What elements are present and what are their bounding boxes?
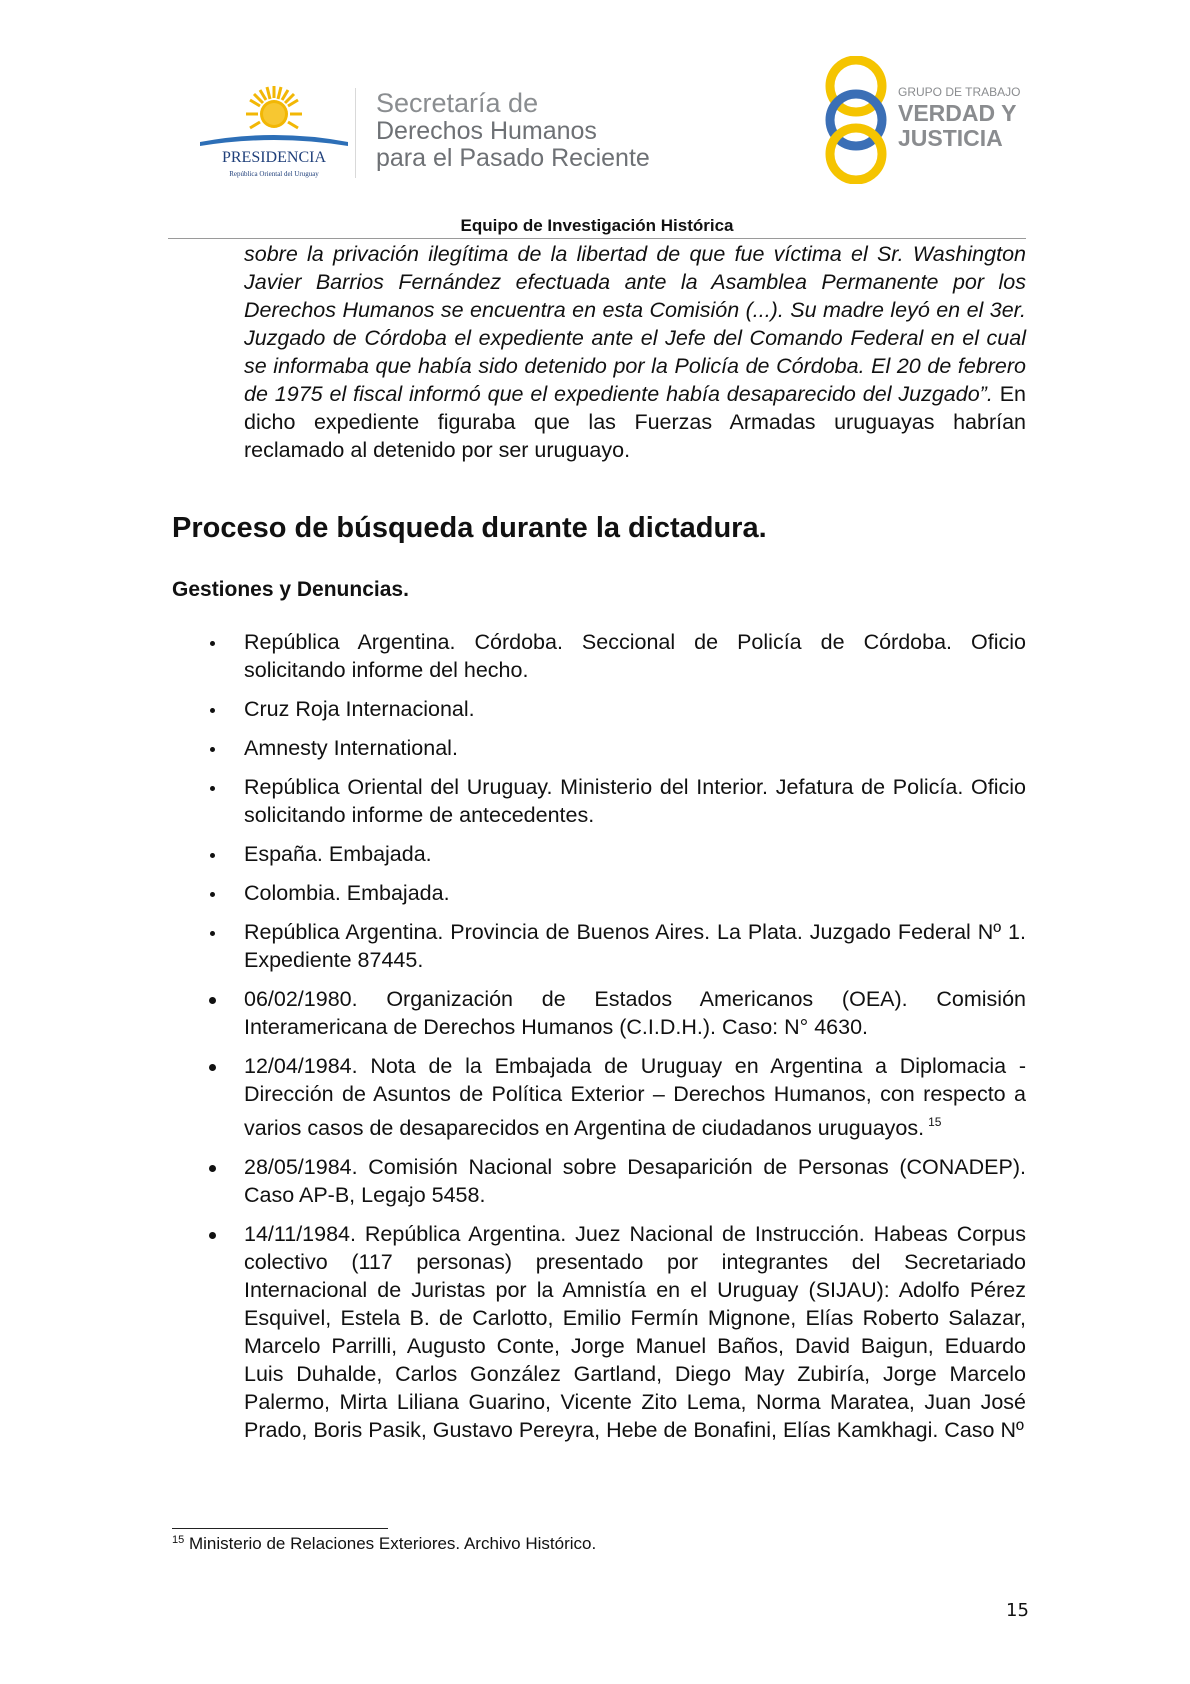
subsection-title: Gestiones y Denuncias. <box>172 578 409 601</box>
list-item-text: 14/11/1984. República Argentina. Juez Nacional de Instrucción. Habeas Corpus colectivo (117 personas) presentado por integrantes del Secretariado Internacional de Juristas por la Amnistía en el Uruguay (SIJAU): Adolfo Pérez Esquivel, Estela B. de Carlotto, Emilio Fermín Mignone, Elías Roberto Salazar, Marcelo Parrilli, Augusto Conte, Jorge Manuel Baños, David Baigun, Eduardo Luis Duhalde, Carlos González Gartland, Diego May Zubiría, Jorge Marcelo Palermo, Mirta Liliana Guarino, Vicente Zito Lema, Norma Maratea, Juan José Prado, Boris Pasik, Gustavo Pereyra, Hebe de Bonafini, Elías Kamkhagi. Caso Nº <box>244 1222 1026 1442</box>
list-item <box>244 985 1026 1041</box>
secretaria-title-line-3: para el Pasado Reciente <box>376 144 650 172</box>
gtvj-logo-line-3: JUSTICIA <box>898 125 1003 151</box>
page-number: 15 <box>1006 1600 1029 1621</box>
list-item-text: República Argentina. Provincia de Buenos Aires. La Plata. Juzgado Federal Nº 1. Expediente 87445. <box>244 920 1026 972</box>
list-item-text: 06/02/1980. Organización de Estados Americanos (OEA). Comisión Interamericana de Derechos Humanos (C.I.D.H.). Caso: N° 4630. <box>244 987 1026 1039</box>
list-item <box>244 773 1026 829</box>
presidencia-logo <box>196 84 356 184</box>
secretaria-title <box>376 88 756 172</box>
list-item-text: España. Embajada. <box>244 842 432 866</box>
secretaria-title-line-2: Derechos Humanos <box>376 117 597 145</box>
presidencia-logo-subtext: República Oriental del Uruguay <box>229 170 319 178</box>
gtvj-logo-line-2: VERDAD Y <box>898 100 1017 126</box>
footnote <box>172 1534 596 1554</box>
list-item-text: República Oriental del Uruguay. Ministerio del Interior. Jefatura de Policía. Oficio solicitando informe de antecedentes. <box>244 775 1026 827</box>
logo-divider <box>355 88 356 178</box>
list-item <box>244 1220 1026 1444</box>
list-item <box>244 695 1026 723</box>
sun-emblem-icon <box>196 84 356 184</box>
list-item <box>244 734 1026 762</box>
list-item-text: Amnesty International. <box>244 736 458 760</box>
intro-quote: sobre la privación ilegítima de la libertad de que fue víctima el Sr. Washington Javier Barrios Fernández efectuada ante la Asamblea Permanente por los Derechos Humanos se encuentra en esta Comisión (...). Su madre leyó en el 3er. Juzgado de Córdoba el expediente ante el Jefe del Comando Federal en el cual se informaba que había sido detenido por la Policía de Córdoba. El 20 de febrero de 1975 el fiscal informó que el expediente había desaparecido del Juzgado”. <box>244 242 1026 406</box>
gestiones-list <box>244 628 1026 1455</box>
list-item-text: República Argentina. Córdoba. Seccional de Policía de Córdoba. Oficio solicitando informe del hecho. <box>244 630 1026 682</box>
presidencia-logo-text: PRESIDENCIA <box>221 149 327 166</box>
list-item <box>244 628 1026 684</box>
list-item-text: Cruz Roja Internacional. <box>244 697 475 721</box>
header-rule <box>168 238 1026 239</box>
list-item <box>244 879 1026 907</box>
footnote-number: 15 <box>172 1534 185 1546</box>
intro-continuation: En dicho expediente figuraba que las Fuerzas Armadas uruguayas habrían reclamado al detenido por ser uruguayo. <box>244 382 1026 462</box>
secretaria-title-line-1: Secretaría de <box>376 88 539 118</box>
interlocking-rings-icon <box>818 56 1038 184</box>
list-item-text: 28/05/1984. Comisión Nacional sobre Desaparición de Personas (CONADEP). Caso AP-B, Legajo 5458. <box>244 1155 1026 1207</box>
section-title: Proceso de búsqueda durante la dictadura. <box>172 512 767 544</box>
footnote-reference[interactable]: 15 <box>928 1115 942 1129</box>
verdad-justicia-logo <box>818 56 1038 184</box>
header-caption: Equipo de Investigación Histórica <box>460 216 734 235</box>
footnote-rule <box>172 1528 388 1529</box>
intro-paragraph <box>244 240 1026 464</box>
list-item-text: Colombia. Embajada. <box>244 881 450 905</box>
list-item-text: 12/04/1984. Nota de la Embajada de Uruguay en Argentina a Diplomacia - Dirección de Asuntos de Política Exterior – Derechos Humanos, con respecto a varios casos de desaparecidos en Argentina de ciudadanos uruguayos. <box>244 1054 1026 1140</box>
footnote-text: Ministerio de Relaciones Exteriores. Archivo Histórico. <box>188 1534 597 1553</box>
list-item <box>244 1153 1026 1209</box>
gtvj-logo-line-1: GRUPO DE TRABAJO <box>898 85 1021 99</box>
list-item <box>244 840 1026 868</box>
list-item <box>244 1052 1026 1142</box>
list-item <box>244 918 1026 974</box>
